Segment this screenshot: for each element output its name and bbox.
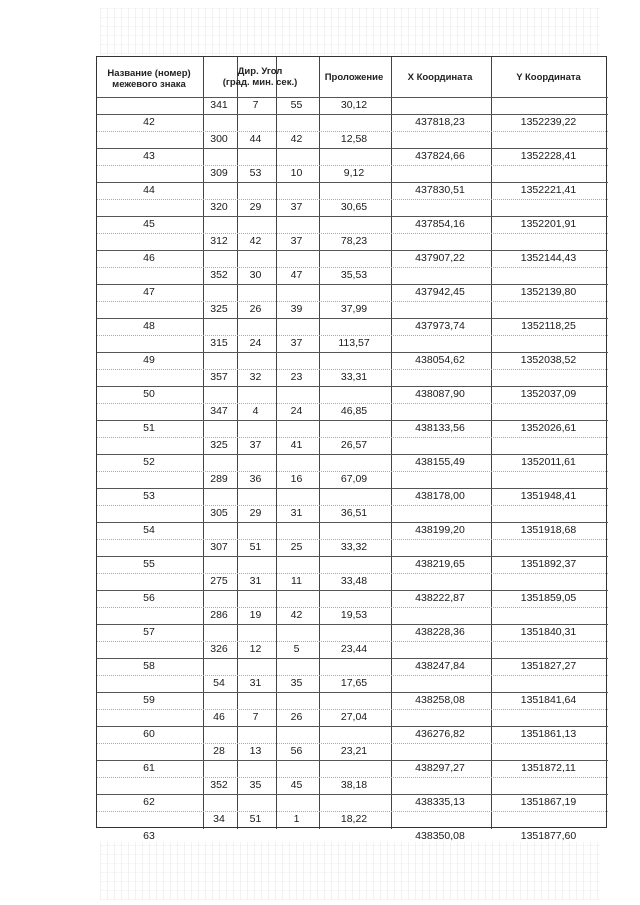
angle-seconds: 41	[290, 438, 303, 451]
y-coordinate: 1352139,80	[520, 285, 577, 298]
point-name: 50	[143, 387, 155, 400]
angle-minutes: 30	[249, 268, 262, 281]
point-name: 63	[143, 829, 155, 842]
segment-length: 27,04	[340, 710, 368, 723]
angle-seconds: 25	[290, 540, 303, 553]
angle-degrees: 275	[210, 574, 228, 587]
point-name: 62	[143, 795, 155, 808]
y-coordinate: 1351861,13	[520, 727, 577, 740]
point-name: 61	[143, 761, 155, 774]
segment-length: 37,99	[340, 302, 368, 315]
angle-minutes: 53	[249, 166, 262, 179]
segment-length: 18,22	[340, 812, 368, 825]
segment-length: 38,18	[340, 778, 368, 791]
segment-length: 12,58	[340, 132, 368, 145]
y-coordinate: 1351840,31	[520, 625, 577, 638]
angle-degrees: 315	[210, 336, 228, 349]
point-name: 46	[143, 251, 155, 264]
angle-minutes: 31	[249, 574, 262, 587]
segment-length: 23,21	[340, 744, 368, 757]
x-coordinate: 437942,45	[415, 285, 465, 298]
y-coordinate: 1351867,19	[520, 795, 577, 808]
angle-minutes: 51	[249, 812, 262, 825]
angle-seconds: 39	[290, 302, 303, 315]
angle-degrees: 357	[210, 370, 228, 383]
x-coordinate: 437973,74	[415, 319, 465, 332]
point-name: 57	[143, 625, 155, 638]
angle-minutes: 35	[249, 778, 262, 791]
point-name: 60	[143, 727, 155, 740]
point-name: 52	[143, 455, 155, 468]
y-coordinate: 1351841,64	[520, 693, 577, 706]
segment-length: 36,51	[340, 506, 368, 519]
angle-degrees: 54	[213, 676, 225, 689]
angle-seconds: 37	[290, 200, 303, 213]
angle-minutes: 29	[249, 506, 262, 519]
segment-length: 23,44	[340, 642, 368, 655]
segment-length: 9,12	[343, 166, 365, 179]
y-coordinate: 1351859,05	[520, 591, 577, 604]
angle-minutes: 42	[249, 234, 262, 247]
angle-minutes: 32	[249, 370, 262, 383]
point-name: 53	[143, 489, 155, 502]
angle-minutes: 37	[249, 438, 262, 451]
y-coordinate: 1351872,11	[521, 761, 576, 774]
angle-seconds: 11	[291, 574, 302, 587]
point-name: 58	[143, 659, 155, 672]
header-angle-title: Дир. Угол	[237, 66, 283, 77]
x-coordinate: 438228,36	[415, 625, 465, 638]
angle-degrees: 312	[210, 234, 228, 247]
angle-seconds: 37	[290, 234, 303, 247]
x-coordinate: 438087,90	[415, 387, 465, 400]
segment-length: 46,85	[340, 404, 368, 417]
angle-degrees: 320	[210, 200, 228, 213]
angle-degrees: 352	[210, 268, 228, 281]
angle-seconds: 31	[290, 506, 303, 519]
angle-seconds: 10	[290, 166, 303, 179]
y-coordinate: 1351948,41	[520, 489, 577, 502]
x-coordinate: 438350,08	[415, 829, 465, 842]
x-coordinate: 438219,65	[415, 557, 465, 570]
angle-degrees: 300	[210, 132, 228, 145]
angle-degrees: 347	[210, 404, 228, 417]
segment-length: 33,31	[340, 370, 368, 383]
angle-degrees: 352	[210, 778, 228, 791]
x-coordinate: 438054,62	[415, 353, 465, 366]
angle-seconds: 56	[290, 744, 303, 757]
y-coordinate: 1352201,91	[520, 217, 577, 230]
angle-minutes: 26	[249, 302, 262, 315]
angle-seconds: 5	[293, 642, 300, 655]
angle-degrees: 325	[210, 302, 228, 315]
point-name: 42	[143, 115, 155, 128]
angle-seconds: 42	[290, 132, 303, 145]
point-name: 55	[143, 557, 155, 570]
column-border	[491, 57, 492, 829]
segment-length: 17,65	[340, 676, 368, 689]
header-name: Название (номер) межевого знака	[107, 68, 191, 90]
point-name: 49	[143, 353, 155, 366]
angle-seconds: 26	[290, 710, 303, 723]
header-x: X Координата	[407, 72, 473, 83]
angle-minutes: 4	[252, 404, 259, 417]
angle-minutes: 13	[249, 744, 262, 757]
angle-minutes: 7	[252, 98, 259, 111]
angle-minutes: 19	[249, 608, 262, 621]
y-coordinate: 1351892,37	[520, 557, 577, 570]
y-coordinate: 1352221,41	[520, 183, 577, 196]
angle-minutes: 51	[249, 540, 262, 553]
y-coordinate: 1352239,22	[520, 115, 577, 128]
angle-degrees: 286	[210, 608, 228, 621]
point-name: 56	[143, 591, 155, 604]
point-name: 43	[143, 149, 155, 162]
angle-degrees: 309	[210, 166, 228, 179]
y-coordinate: 1351918,68	[520, 523, 577, 536]
segment-length: 33,48	[340, 574, 368, 587]
x-coordinate: 438297,27	[415, 761, 465, 774]
angle-seconds: 1	[293, 812, 300, 825]
x-coordinate: 438247,84	[415, 659, 465, 672]
angle-seconds: 47	[290, 268, 303, 281]
segment-length: 67,09	[340, 472, 368, 485]
x-coordinate: 438199,20	[415, 523, 465, 536]
angle-minutes: 24	[249, 336, 262, 349]
segment-length: 30,12	[340, 98, 368, 111]
y-coordinate: 1352144,43	[520, 251, 577, 264]
segment-length: 19,53	[340, 608, 368, 621]
y-coordinate: 1351877,60	[520, 829, 577, 842]
angle-seconds: 55	[290, 98, 303, 111]
y-coordinate: 1352228,41	[520, 149, 577, 162]
angle-degrees: 28	[213, 744, 225, 757]
header-y: Y Координата	[516, 72, 581, 83]
y-coordinate: 1351827,27	[520, 659, 577, 672]
segment-length: 113,57	[338, 336, 370, 349]
x-coordinate: 438133,56	[415, 421, 465, 434]
boundary-coordinates-table	[96, 56, 607, 842]
angle-seconds: 16	[290, 472, 303, 485]
angle-minutes: 12	[249, 642, 262, 655]
angle-seconds: 42	[290, 608, 303, 621]
x-coordinate: 438222,87	[415, 591, 465, 604]
angle-degrees: 307	[210, 540, 228, 553]
angle-degrees: 325	[210, 438, 228, 451]
x-coordinate: 437818,23	[415, 115, 465, 128]
segment-length: 26,57	[340, 438, 368, 451]
angle-minutes: 7	[252, 710, 259, 723]
angle-degrees: 305	[210, 506, 228, 519]
x-coordinate: 437830,51	[415, 183, 465, 196]
x-coordinate: 438155,49	[415, 455, 465, 468]
point-name: 54	[143, 523, 155, 536]
angle-seconds: 35	[290, 676, 303, 689]
x-coordinate: 438178,00	[415, 489, 465, 502]
segment-length: 33,32	[340, 540, 368, 553]
segment-length: 30,65	[340, 200, 368, 213]
point-name: 45	[143, 217, 155, 230]
angle-minutes: 29	[249, 200, 262, 213]
point-name: 48	[143, 319, 155, 332]
point-name: 44	[143, 183, 155, 196]
angle-degrees: 34	[213, 812, 225, 825]
scan-noise-top	[100, 8, 600, 54]
x-coordinate: 437854,16	[415, 217, 465, 230]
column-border	[391, 57, 392, 829]
x-coordinate: 437824,66	[415, 149, 465, 162]
y-coordinate: 1352118,25	[521, 319, 576, 332]
angle-seconds: 23	[290, 370, 303, 383]
angle-minutes: 44	[249, 132, 262, 145]
angle-minutes: 31	[249, 676, 262, 689]
y-coordinate: 1352037,09	[520, 387, 577, 400]
x-coordinate: 438335,13	[415, 795, 465, 808]
header-length: Проложение	[324, 72, 384, 83]
y-coordinate: 1352026,61	[520, 421, 577, 434]
header-angle-units: (град. мин. сек.)	[222, 77, 298, 88]
x-coordinate: 438258,08	[415, 693, 465, 706]
y-coordinate: 1352011,61	[521, 455, 576, 468]
point-name: 51	[143, 421, 155, 434]
angle-degrees: 289	[210, 472, 228, 485]
angle-seconds: 37	[290, 336, 303, 349]
point-name: 47	[143, 285, 155, 298]
x-coordinate: 436276,82	[415, 727, 465, 740]
angle-minutes: 36	[249, 472, 262, 485]
point-name: 59	[143, 693, 155, 706]
angle-degrees: 341	[210, 98, 228, 111]
scan-noise-bottom	[100, 842, 600, 900]
angle-degrees: 46	[213, 710, 225, 723]
angle-seconds: 24	[290, 404, 303, 417]
y-coordinate: 1352038,52	[520, 353, 577, 366]
segment-length: 78,23	[340, 234, 368, 247]
angle-degrees: 326	[210, 642, 228, 655]
angle-seconds: 45	[290, 778, 303, 791]
x-coordinate: 437907,22	[415, 251, 465, 264]
segment-length: 35,53	[340, 268, 368, 281]
